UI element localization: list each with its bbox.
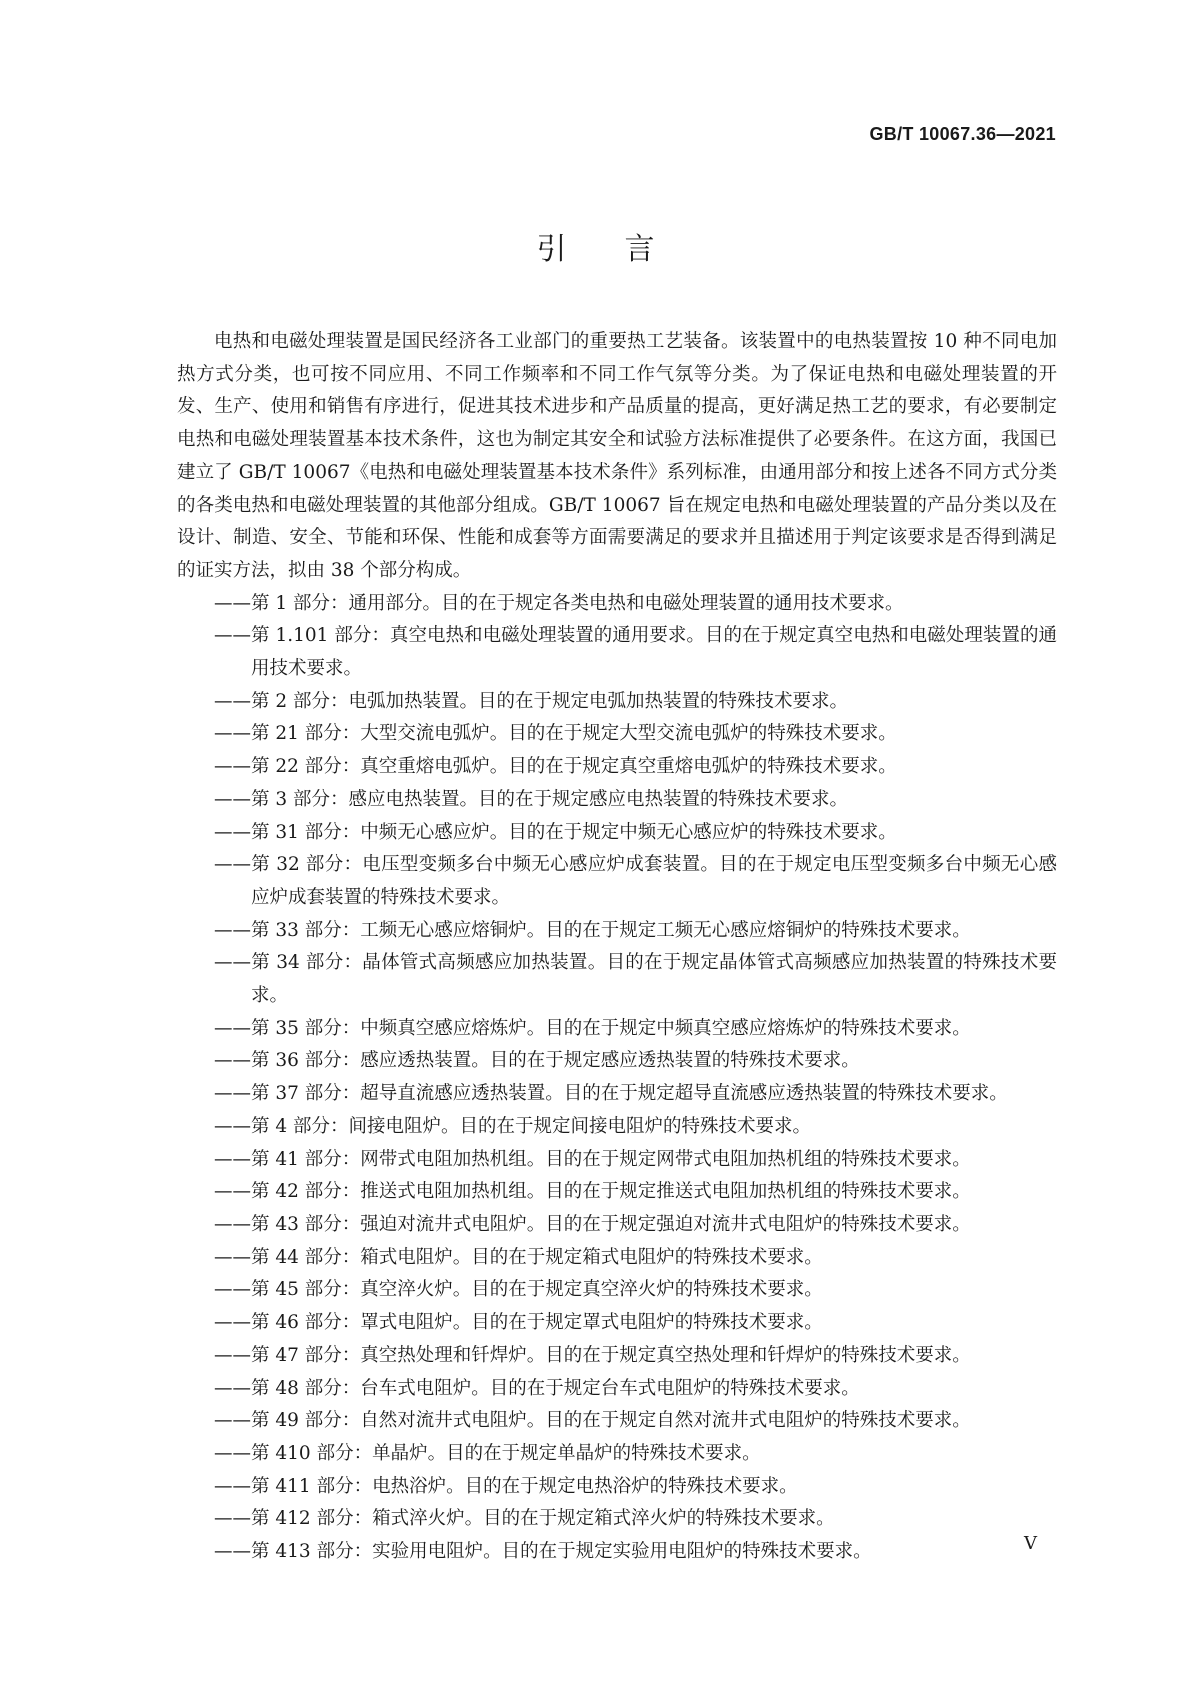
parts-list: [177, 588, 1057, 1569]
part-item: ——第 42 部分：推送式电阻加热机组。目的在于规定推送式电阻加热机组的特殊技术要求。: [214, 1181, 971, 1203]
standard-code: GB/T 10067.36—2021: [869, 124, 1056, 144]
part-item: ——第 21 部分：大型交流电弧炉。目的在于规定大型交流电弧炉的特殊技术要求。: [214, 723, 897, 745]
part-item: ——第 31 部分：中频无心感应炉。目的在于规定中频无心感应炉的特殊技术要求。: [214, 821, 897, 843]
part-item: ——第 44 部分：箱式电阻炉。目的在于规定箱式电阻炉的特殊技术要求。: [214, 1246, 823, 1268]
part-item: ——第 411 部分：电热浴炉。目的在于规定电热浴炉的特殊技术要求。: [214, 1475, 798, 1497]
part-item: ——第 47 部分：真空热处理和钎焊炉。目的在于规定真空热处理和钎焊炉的特殊技术要求。: [214, 1344, 971, 1366]
part-item: ——第 41 部分：网带式电阻加热机组。目的在于规定网带式电阻加热机组的特殊技术要求。: [214, 1148, 971, 1170]
part-item: ——第 49 部分：自然对流井式电阻炉。目的在于规定自然对流井式电阻炉的特殊技术要求。: [214, 1410, 971, 1432]
part-item: ——第 46 部分：罩式电阻炉。目的在于规定罩式电阻炉的特殊技术要求。: [214, 1312, 823, 1334]
intro-paragraph: 电热和电磁处理装置是国民经济各工业部门的重要热工艺装备。该装置中的电热装置按 10 种不同电加热方式分类，也可按不同应用、不同工作频率和不同工作气氛等分类。为了保证电热和电磁处理装置的开发、生产、使用和销售有序进行，促进其技术进步和产品质量的提高，更好满足热工艺的要求，有必要制定电热和电磁处理装置基本技术条件，这也为制定其安全和试验方法标准提供了必要条件。在这方面，我国已建立了 GB/T 10067《电热和电磁处理装置基本技术条件》系列标准，由通用部分和按上述各不同方式分类的各类电热和电磁处理装置的其他部分组成。GB/T 10067 旨在规定电热和电磁处理装置的产品分类以及在设计、制造、安全、节能和环保、性能和成套等方面需要满足的要求并且描述用于判定该要求是否得到满足的证实方法，拟由 38 个部分构成。: [177, 331, 1057, 581]
part-item: ——第 22 部分：真空重熔电弧炉。目的在于规定真空重熔电弧炉的特殊技术要求。: [214, 756, 897, 778]
part-item: ——第 2 部分：电弧加热装置。目的在于规定电弧加热装置的特殊技术要求。: [214, 690, 849, 712]
part-item: ——第 37 部分：超导直流感应透热装置。目的在于规定超导直流感应透热装置的特殊技术要求。: [214, 1083, 1008, 1105]
part-item: ——第 45 部分：真空淬火炉。目的在于规定真空淬火炉的特殊技术要求。: [214, 1279, 823, 1301]
part-item: ——第 1 部分：通用部分。目的在于规定各类电热和电磁处理装置的通用技术要求。: [214, 592, 904, 614]
part-item: ——第 36 部分：感应透热装置。目的在于规定感应透热装置的特殊技术要求。: [214, 1050, 860, 1072]
part-item: ——第 48 部分：台车式电阻炉。目的在于规定台车式电阻炉的特殊技术要求。: [214, 1377, 860, 1399]
part-item: ——第 413 部分：实验用电阻炉。目的在于规定实验用电阻炉的特殊技术要求。: [214, 1541, 872, 1563]
part-item: ——第 3 部分：感应电热装置。目的在于规定感应电热装置的特殊技术要求。: [214, 788, 849, 810]
page-number: V: [1024, 1533, 1037, 1554]
part-item: ——第 33 部分：工频无心感应熔铜炉。目的在于规定工频无心感应熔铜炉的特殊技术要求。: [214, 919, 971, 941]
part-item: ——第 1.101 部分：真空电热和电磁处理装置的通用要求。目的在于规定真空电热和电磁处理装置的通用技术要求。: [214, 625, 1057, 680]
page-title: 引言: [536, 232, 713, 267]
part-item: ——第 32 部分：电压型变频多台中频无心感应炉成套装置。目的在于规定电压型变频多台中频无心感应炉成套装置的特殊技术要求。: [214, 854, 1057, 908]
document-body: [177, 326, 1057, 1569]
part-item: ——第 4 部分：间接电阻炉。目的在于规定间接电阻炉的特殊技术要求。: [214, 1115, 812, 1137]
part-item: ——第 43 部分：强迫对流井式电阻炉。目的在于规定强迫对流井式电阻炉的特殊技术要求。: [214, 1213, 971, 1235]
part-item: ——第 410 部分：单晶炉。目的在于规定单晶炉的特殊技术要求。: [214, 1442, 761, 1464]
part-item: ——第 35 部分：中频真空感应熔炼炉。目的在于规定中频真空感应熔炼炉的特殊技术要求。: [214, 1017, 971, 1039]
part-item: ——第 412 部分：箱式淬火炉。目的在于规定箱式淬火炉的特殊技术要求。: [214, 1508, 835, 1530]
part-item: ——第 34 部分：晶体管式高频感应加热装置。目的在于规定晶体管式高频感应加热装置的特殊技术要求。: [214, 952, 1057, 1007]
